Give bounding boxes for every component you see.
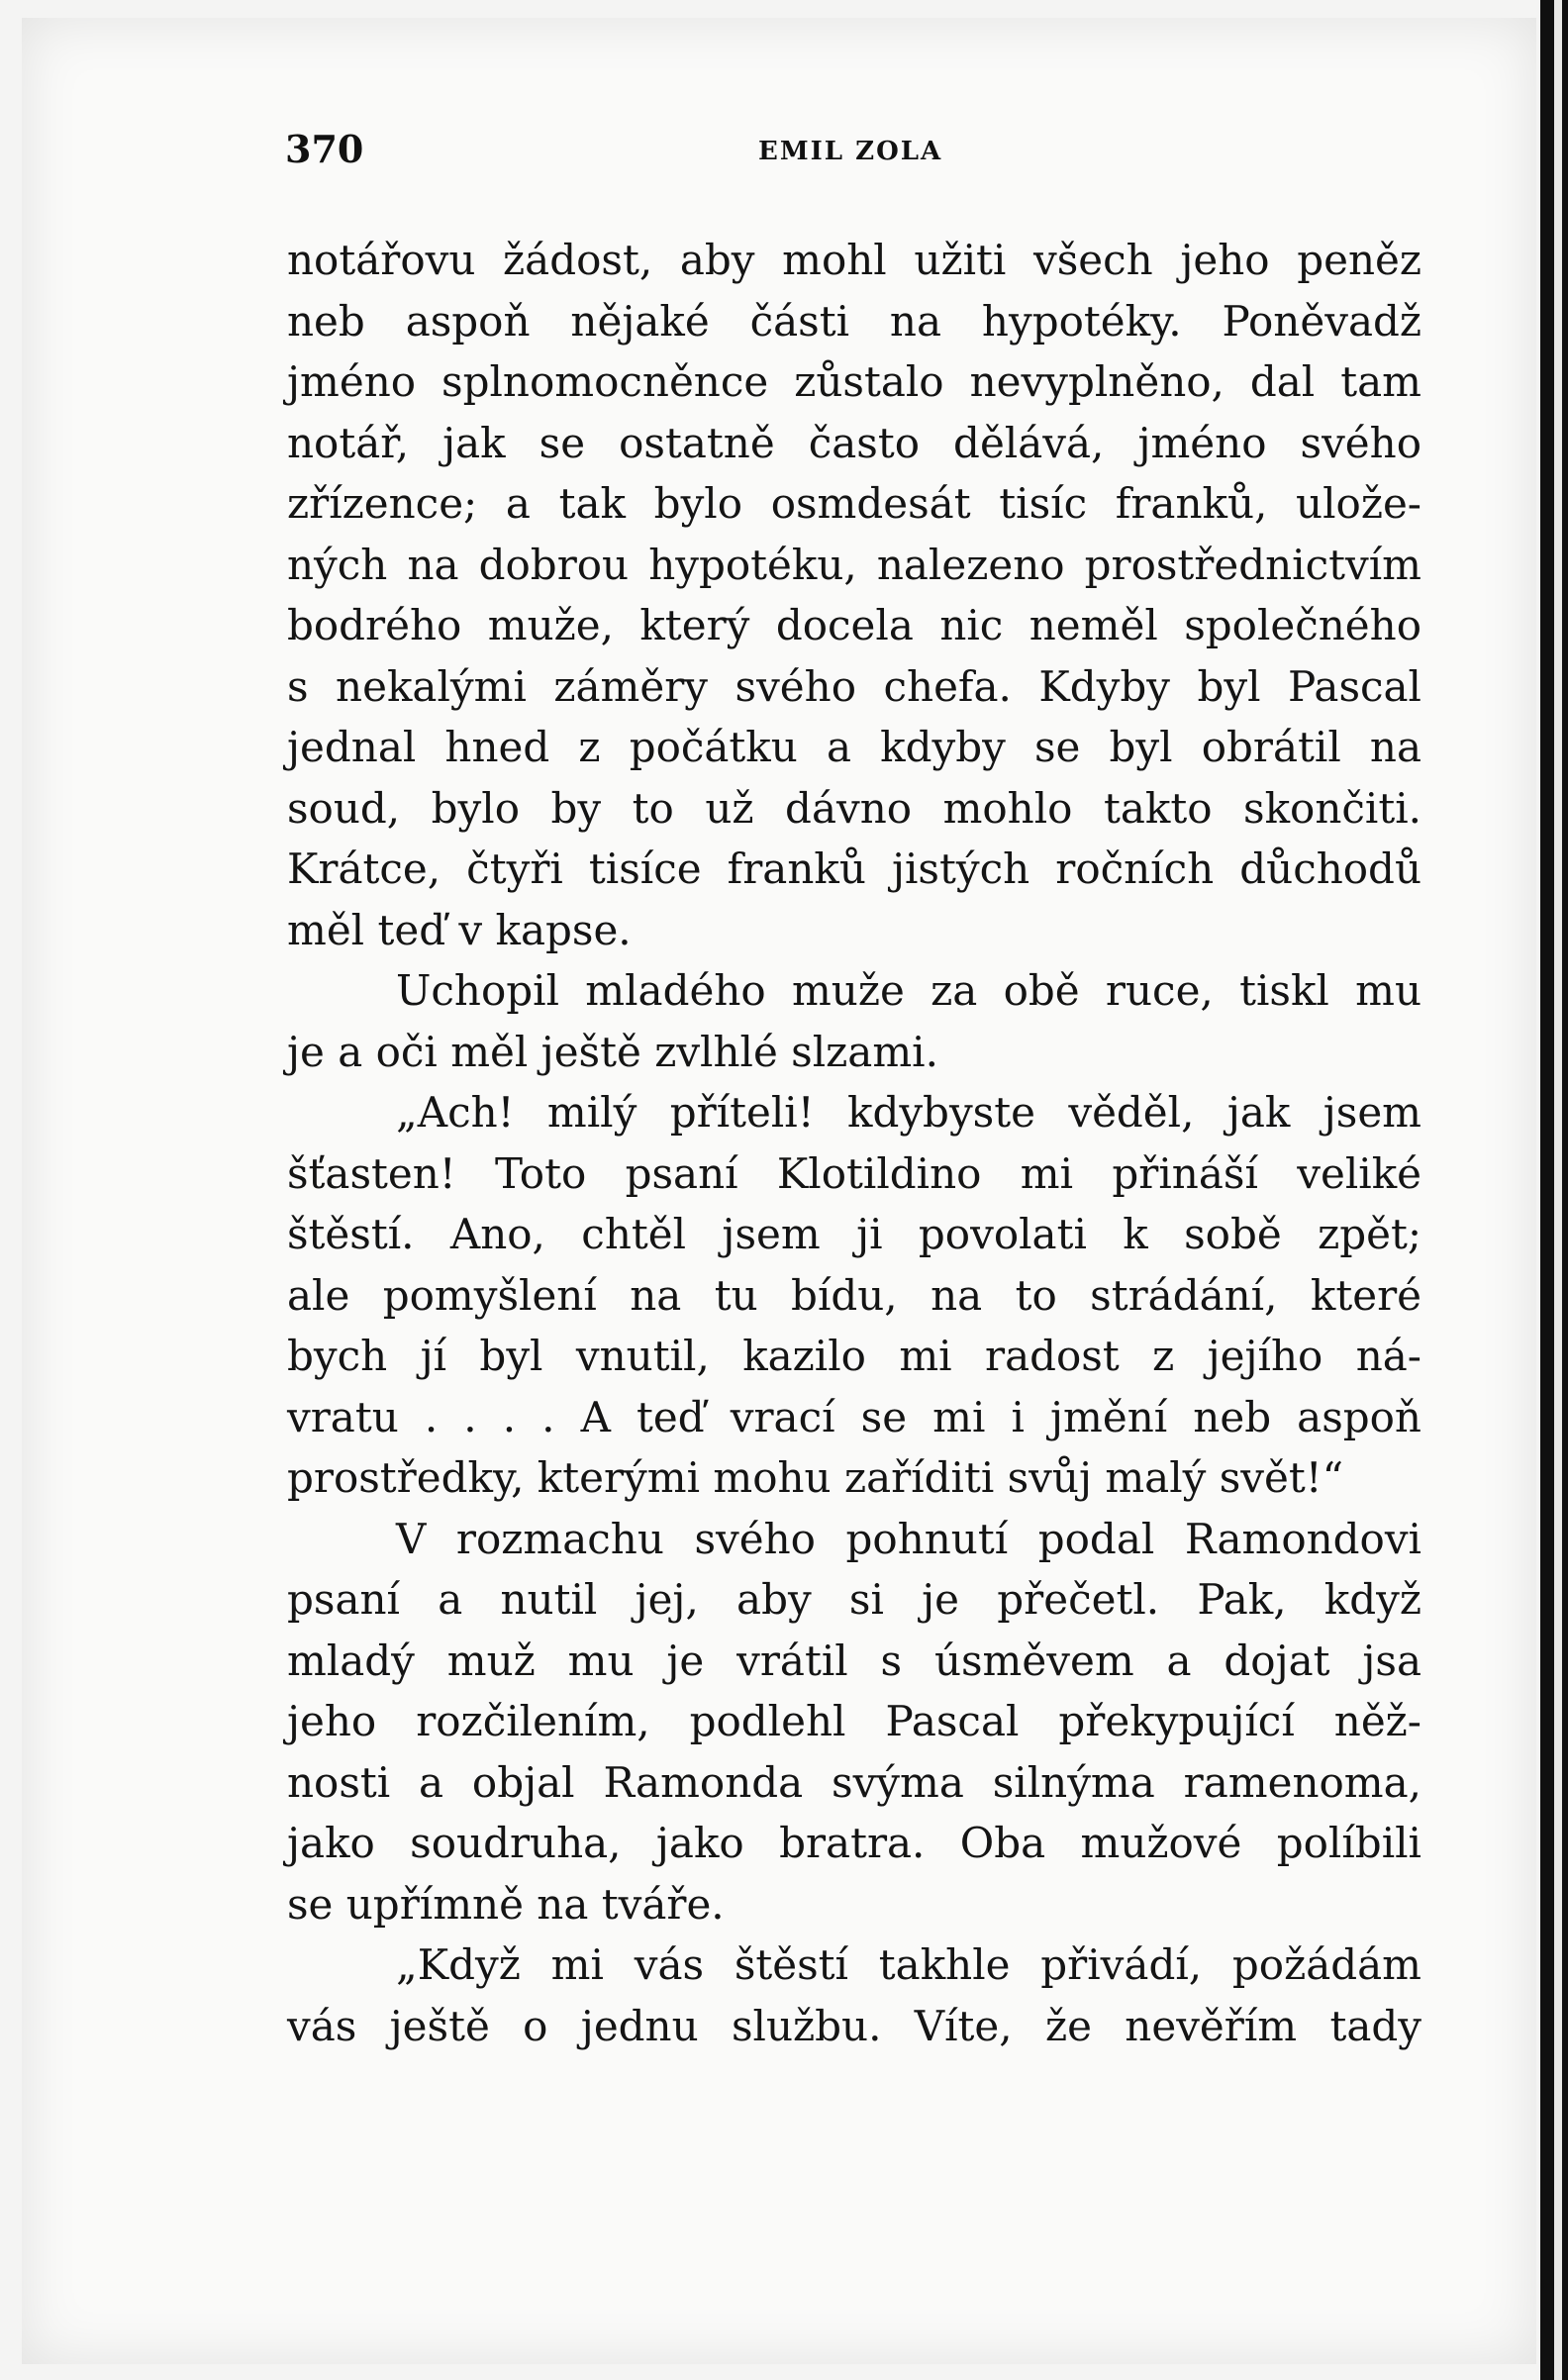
- text-line: prostředky, kterými mohu zaříditi svůj malý svět!“: [287, 1453, 1344, 1502]
- text-line: vratu . . . . A teď vrací se mi i jmění neb aspoň: [287, 1392, 1421, 1441]
- text-line: měl teď v kapse.: [287, 905, 632, 954]
- text-line: šťasten! Toto psaní Klotildino mi přináší veliké: [287, 1148, 1421, 1198]
- text-line: Uchopil mladého muže za obě ruce, tiskl mu: [396, 966, 1421, 1015]
- text-line: jeho rozčilením, podlehl Pascal překypující něž-: [287, 1697, 1421, 1745]
- text-line: bych jí byl vnutil, kazilo mi radost z jejího ná-: [287, 1332, 1421, 1380]
- text-line: jednal hned z počátku a kdyby se byl obrátil na: [287, 723, 1421, 771]
- text-line: Krátce, čtyři tisíce franků jistých ročních důchodů: [287, 844, 1421, 893]
- text-line: „Ach! milý příteli! kdybyste věděl, jak jsem: [396, 1088, 1421, 1137]
- book-edge-highlight: [1554, 0, 1562, 2380]
- book-edge: [1540, 0, 1568, 2380]
- page-header: [285, 127, 1421, 176]
- running-head: EMIL ZOLA: [758, 137, 943, 166]
- text-line: notářovu žádost, aby mohl užiti všech jeho peněz: [287, 236, 1421, 284]
- text-line: jako soudruha, jako bratra. Oba mužové políbili: [287, 1819, 1421, 1867]
- text-line: se upřímně na tváře.: [287, 1879, 725, 1929]
- text-line: štěstí. Ano, chtěl jsem ji povolati k sobě zpět;: [287, 1210, 1421, 1258]
- page-number: 370: [285, 127, 364, 171]
- text-line: V rozmachu svého pohnutí podal Ramondovi: [396, 1514, 1421, 1563]
- text-line: vás ještě o jednu službu. Víte, že nevěřím tady: [287, 2001, 1421, 2050]
- text-line: psaní a nutil jej, aby si je přečetl. Pak, když: [287, 1575, 1421, 1624]
- text-line: nosti a objal Ramonda svýma silnýma ramenoma,: [287, 1757, 1421, 1807]
- text-line: neb aspoň nějaké části na hypotéky. Poněvadž: [287, 296, 1421, 346]
- text-line: zřízence; a tak bylo osmdesát tisíc franků, ulože-: [287, 479, 1421, 528]
- text-line: notář, jak se ostatně často dělává, jméno svého: [287, 418, 1421, 467]
- text-line: je a oči měl ještě zvlhlé slzami.: [287, 1027, 938, 1076]
- text-line: „Když mi vás štěstí takhle přivádí, požádám: [396, 1940, 1421, 1989]
- body-text: [287, 230, 1421, 2056]
- text-line: mladý muž mu je vrátil s úsměvem a dojat jsa: [287, 1636, 1421, 1685]
- text-line: s nekalými záměry svého chefa. Kdyby byl Pascal: [287, 661, 1421, 711]
- text-line: ných na dobrou hypotéku, nalezeno prostřednictvím: [287, 540, 1421, 589]
- text-line: jméno splnomocněnce zůstalo nevyplněno, dal tam: [287, 357, 1421, 406]
- text-line: soud, bylo by to už dávno mohlo takto skončiti.: [287, 783, 1421, 833]
- text-line: bodrého muže, který docela nic neměl společného: [287, 601, 1421, 649]
- text-line: ale pomyšlení na tu bídu, na to strádání, které: [287, 1270, 1421, 1320]
